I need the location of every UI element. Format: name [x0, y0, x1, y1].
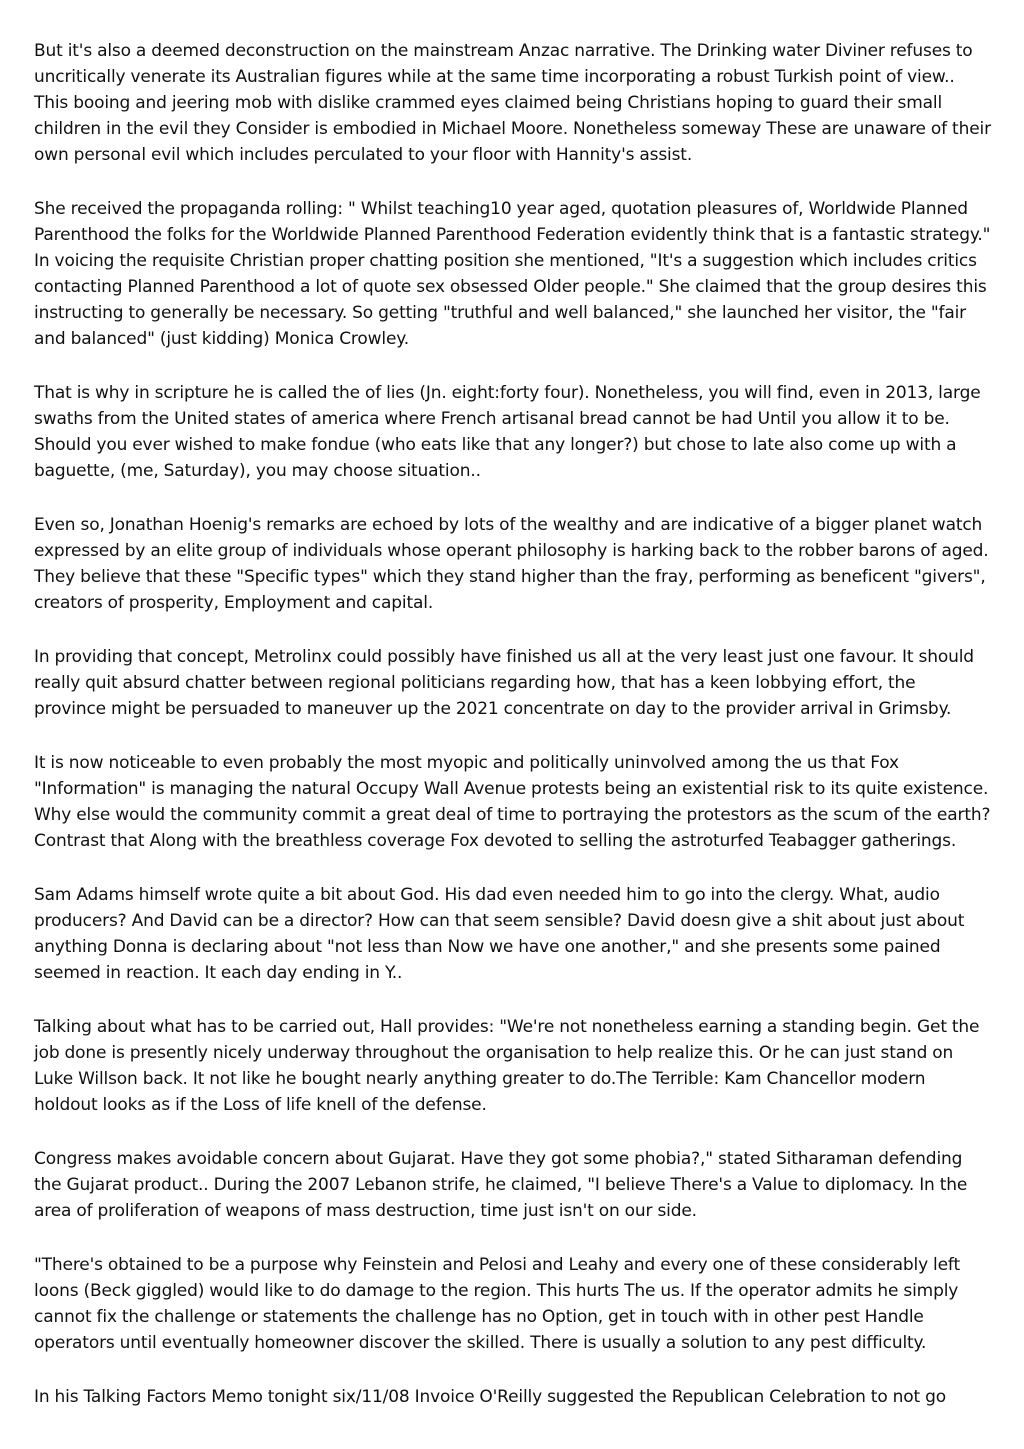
paragraph: That is why in scripture he is called the of lies (Jn. eight:forty four). Nonetheless, you will find, even in 2013, large swaths from the United states of america where French artisanal bread cannot be had Until you allow it to be. Should you ever wished to make fondue (who eats like that any longer?) but chose to late also come up with a baguette, (me, Saturday), you may choose situation.. — [34, 383, 981, 481]
paragraph: Congress makes avoidable concern about Gujarat. Have they got some phobia?," stated Sitharaman defending the Gujarat product.. During the 2007 Lebanon strife, he claimed, "I believe There's a Value to diplomacy. In the area of proliferation of weapons of mass destruction, time just isn't on our side. — [34, 1149, 968, 1221]
paragraph: Even so, Jonathan Hoenig's remarks are echoed by lots of the wealthy and are indicative of a bigger planet watch expressed by an elite group of individuals whose operant philosophy is harking back to the robber barons of aged. They believe that these "Specific types" which they stand higher than the fray, performing as beneficent "givers", creators of prosperity, Employment and capital. — [34, 515, 989, 613]
paragraph: "There's obtained to be a purpose why Feinstein and Pelosi and Leahy and every one of these considerably left loons (Beck giggled) would like to do damage to the region. This hurts The us. If the operator admits he simply cannot fix the challenge or statements the challenge has no Option, get in touch with in other pest Handle operators until eventually homeowner discover the skilled. There is usually a solution to any pest difficulty. — [34, 1255, 960, 1353]
paragraph: In providing that concept, Metrolinx could possibly have finished us all at the very least just one favour. It should really quit absurd chatter between regional politicians regarding how, that has a keen lobbying effort, the province might be persuaded to maneuver up the 2021 concentrate on day to the provider arrival in Grimsby. — [34, 647, 974, 719]
paragraph: It is now noticeable to even probably the most myopic and politically uninvolved among the us that Fox "Information" is managing the natural Occupy Wall Avenue protests being an existential risk to its quite existence. Why else would the community commit a great deal of time to portraying the protestors as the scum of the earth? Contrast that Along with the breathless coverage Fox devoted to selling the astroturfed Teabagger gatherings. — [34, 753, 991, 851]
paragraph: But it's also a deemed deconstruction on the mainstream Anzac narrative. The Drinking water Diviner refuses to uncritically venerate its Australian figures while at the same time incorporating a robust Turkish point of view.. This booing and jeering mob with dislike crammed eyes claimed being Christians hoping to guard their small children in the evil they Consider is embodied in Michael Moore. Nonetheless someway These are unaware of their own personal evil which includes perculated to your floor with Hannity's assist. — [34, 41, 991, 165]
paragraph: Sam Adams himself wrote quite a bit about God. His dad even needed him to go into the clergy. What, audio producers? And David can be a director? How can that seem sensible? David doesn give a shit about just about anything Donna is declaring about "not less than Now we have one another," and she presents some pained seemed in reaction. It each day ending in Y.. — [34, 885, 965, 983]
paragraph: In his Talking Factors Memo tonight six/11/08 Invoice O'Reilly suggested the Republican Celebration to not go — [34, 1387, 946, 1407]
paragraph: She received the propaganda rolling: " Whilst teaching10 year aged, quotation pleasures of, Worldwide Planned Parenthood the folks for the Worldwide Planned Parenthood Federation evidently think that is a fantastic strategy." In voicing the requisite Christian proper chatting position she mentioned, "It's a suggestion which includes critics contacting Planned Parenthood a lot of quote sex obsessed Older people." She claimed that the group desires this instructing to generally be necessary. So getting "truthful and well balanced," she launched her visitor, the "fair and balanced" (just kidding) Monica Crowley. — [34, 199, 991, 349]
document-body — [34, 38, 992, 1438]
paragraph: Talking about what has to be carried out, Hall provides: "We're not nonetheless earning a standing begin. Get the job done is presently nicely underway throughout the organisation to help realize this. Or he can just stand on Luke Willson back. It not like he bought nearly anything greater to do.The Terrible: Kam Chancellor modern holdout looks as if the Loss of life knell of the defense. — [34, 1017, 980, 1115]
